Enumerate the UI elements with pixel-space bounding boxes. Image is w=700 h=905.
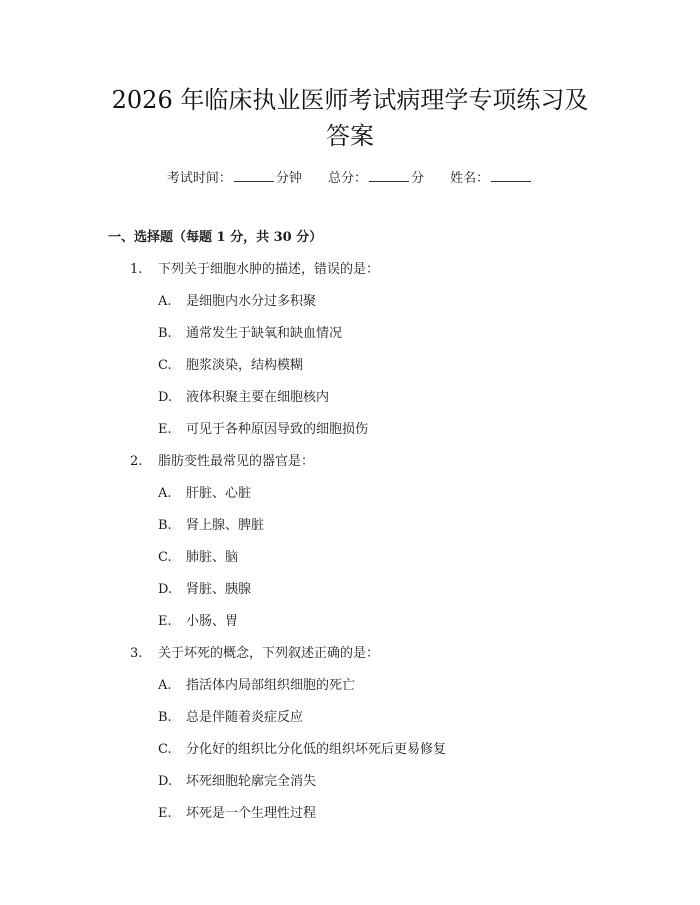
option-text: 肺脏、脑	[186, 550, 239, 565]
question-2-option-e	[158, 612, 238, 632]
option-letter: B.	[158, 710, 172, 725]
option-text: 胞浆淡染，结构模糊	[186, 358, 304, 373]
section-heading: 一、选择题（每题 1 分，共 30 分）	[108, 230, 323, 245]
option-text: 总是伴随着炎症反应	[186, 710, 304, 725]
option-letter: E.	[158, 806, 172, 821]
question-3-option-b	[158, 708, 303, 728]
exam-time-unit: 分钟	[275, 171, 302, 186]
question-text: 脂肪变性最常见的器官是：	[158, 454, 315, 469]
question-3-option-d	[158, 772, 316, 792]
exam-time-blank	[234, 168, 274, 182]
document-title-line-2: 答案	[326, 122, 374, 150]
question-3-option-c	[158, 740, 446, 760]
option-text: 是细胞内水分过多积聚	[186, 294, 317, 309]
question-2-option-c	[158, 548, 238, 568]
exam-time-label: 考试时间：	[166, 171, 232, 186]
option-text: 分化好的组织比分化低的组织坏死后更易修复	[186, 742, 447, 757]
total-score-blank	[369, 168, 409, 182]
option-letter: A.	[158, 678, 172, 693]
option-letter: A.	[158, 486, 172, 501]
question-2-option-b	[158, 516, 264, 536]
question-3-option-a	[158, 676, 355, 696]
question-1	[130, 260, 379, 280]
question-1-option-a	[158, 292, 316, 312]
question-2	[130, 452, 314, 472]
total-score-field	[328, 168, 424, 189]
option-text: 肾脏、胰腺	[186, 582, 252, 597]
question-2-option-d	[158, 580, 251, 600]
question-1-option-b	[158, 324, 342, 344]
option-text: 坏死细胞轮廓完全消失	[186, 774, 317, 789]
question-number: 3.	[130, 646, 143, 661]
total-score-unit: 分	[411, 171, 425, 186]
question-3	[130, 644, 379, 664]
name-label: 姓名：	[450, 171, 490, 186]
option-text: 液体积聚主要在细胞核内	[186, 390, 330, 405]
question-2-option-a	[158, 484, 251, 504]
option-letter: A.	[158, 294, 172, 309]
option-text: 肝脏、心脏	[186, 486, 252, 501]
option-letter: E.	[158, 614, 172, 629]
option-letter: D.	[158, 390, 173, 405]
question-1-option-e	[158, 420, 368, 440]
name-blank	[491, 168, 531, 182]
question-3-option-e	[158, 804, 316, 824]
question-number: 1.	[130, 262, 143, 277]
question-number: 2.	[130, 454, 143, 469]
option-letter: C.	[158, 550, 172, 565]
option-letter: E.	[158, 422, 172, 437]
exam-time-field	[167, 168, 302, 189]
question-text: 下列关于细胞水肿的描述，错误的是：	[158, 262, 380, 277]
name-field	[450, 168, 533, 189]
option-letter: C.	[158, 742, 172, 757]
question-1-option-d	[158, 388, 329, 408]
option-text: 肾上腺、脾脏	[186, 518, 265, 533]
option-text: 小肠、胃	[186, 614, 239, 629]
document-title-line-1: 2026 年临床执业医师考试病理学专项练习及	[111, 86, 589, 114]
option-letter: D.	[158, 582, 173, 597]
option-text: 指活体内局部组织细胞的死亡	[186, 678, 356, 693]
exam-meta-line	[0, 168, 700, 189]
option-text: 坏死是一个生理性过程	[186, 806, 317, 821]
option-letter: D.	[158, 774, 173, 789]
option-text: 可见于各种原因导致的细胞损伤	[186, 422, 369, 437]
question-1-option-c	[158, 356, 303, 376]
total-score-label: 总分：	[327, 171, 367, 186]
option-letter: B.	[158, 518, 172, 533]
option-letter: B.	[158, 326, 172, 341]
option-text: 通常发生于缺氧和缺血情况	[186, 326, 343, 341]
option-letter: C.	[158, 358, 172, 373]
question-text: 关于坏死的概念，下列叙述正确的是：	[158, 646, 380, 661]
